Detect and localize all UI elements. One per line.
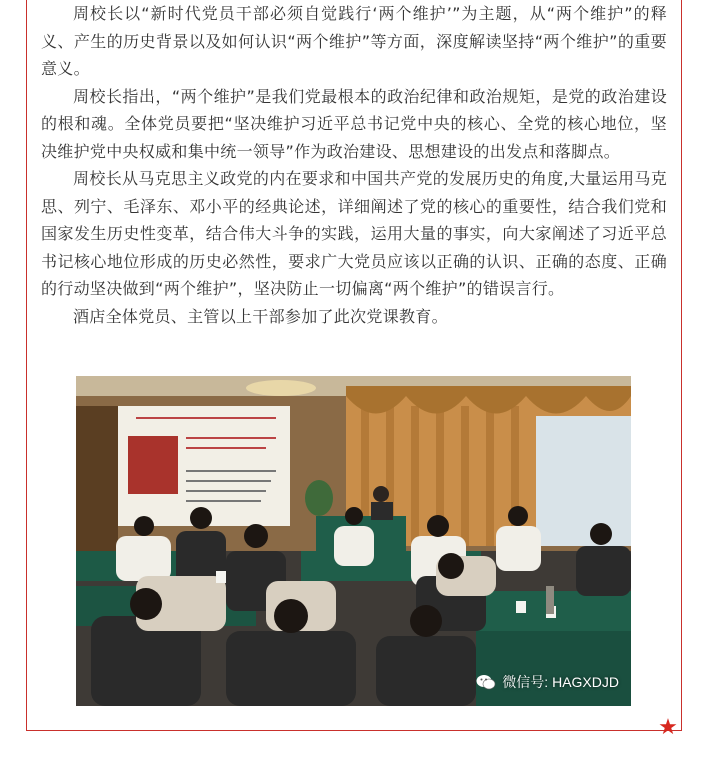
meeting-photo — [76, 376, 631, 706]
watermark-text: 微信号: HAGXDJD — [502, 674, 619, 690]
meeting-scene-illustration — [76, 376, 631, 706]
paragraph-3: 周校长从马克思主义政党的内在要求和中国共产党的发展历史的角度,大量运用马克思、列宁、毛泽东、邓小平的经典论述，详细阐述了党的核心的重要性，结合我们党和国家发生历史性变革，结合伟大斗争的实践，运用大量的事实，向大家阐述了习近平总书记核心地位形成的历史必然性，要求广大党员应该以正确的认识、正确的态度、正确的行动坚决做到“两个维护”，坚决防止一切偏离“两个维护”的错误言行。 — [41, 169, 667, 298]
wechat-icon — [476, 674, 496, 690]
paragraph-1: 周校长以“新时代党员干部必须自觉践行‘两个维护’”为主题，从“两个维护”的释义、产生的历史背景以及如何认识“两个维护”等方面，深度解读坚持“两个维护”的重要意义。 — [41, 4, 667, 78]
paragraph-2: 周校长指出，“两个维护”是我们党最根本的政治纪律和政治规矩，是党的政治建设的根和魂。全体党员要把“坚决维护习近平总书记党中央的核心、全党的核心地位，坚决维护党中央权威和集中统一领导”作为政治建设、思想建设的出发点和落脚点。 — [41, 86, 667, 161]
wechat-watermark — [476, 672, 619, 692]
paragraph-4: 酒店全体党员、主管以上干部参加了此次党课教育。 — [73, 306, 448, 326]
star-icon: ★ — [658, 715, 678, 740]
article-body — [41, 0, 667, 330]
